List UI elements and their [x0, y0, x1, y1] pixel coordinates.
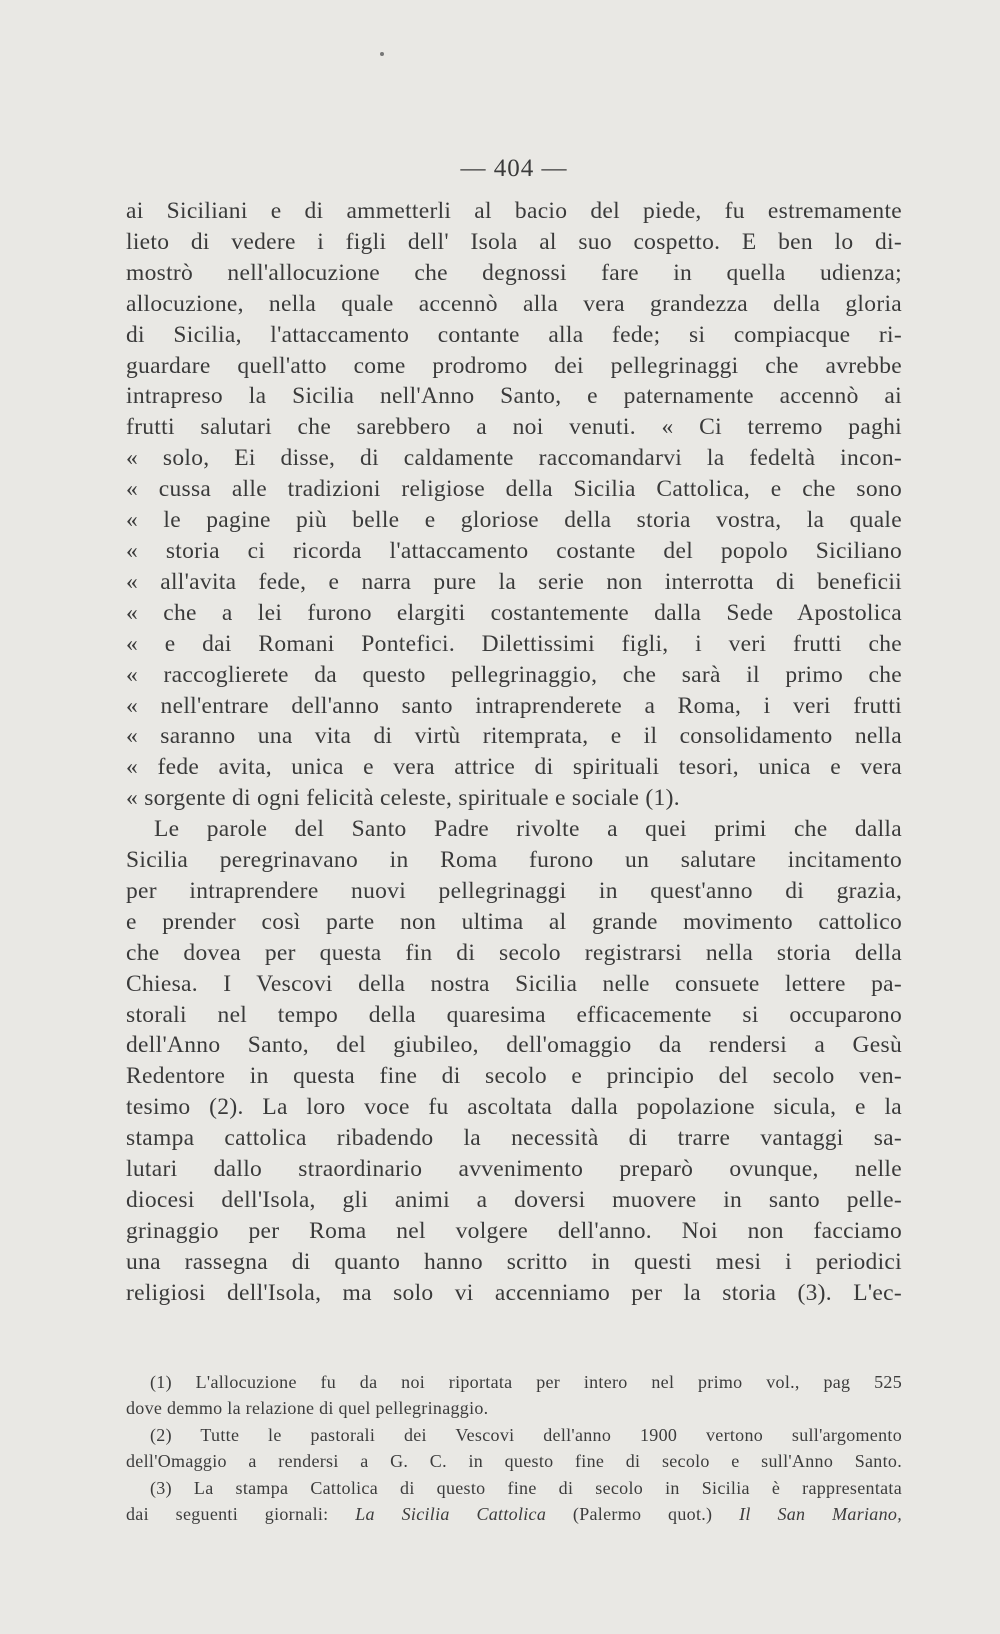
text-line: diocesi dell'Isola, gli animi a doversi muovere in santo pelle- [126, 1187, 902, 1213]
text-line: lutari dallo straordinario avvenimento preparò ovunque, nelle [126, 1156, 902, 1183]
ink-speck [380, 52, 384, 56]
text-line: « le pagine più belle e gloriose della storia vostra, la quale [126, 507, 902, 534]
footnote-1-line: dove demmo la relazione di quel pellegrinaggio. [126, 1397, 489, 1418]
text-line: che dovea per questa fin di secolo registrarsi nella storia della [126, 939, 902, 966]
footnote-2-line: dell'Omaggio a rendersi a G. C. in questo fine di secolo e sull'Anno Santo. [126, 1450, 902, 1471]
page-number: — 404 — [460, 155, 568, 182]
text-line: « storia ci ricorda l'attaccamento costante del popolo Siciliano [126, 537, 902, 564]
footnotes [126, 1370, 902, 1527]
text-line: lieto di vedere i figli dell' Isola al suo cospetto. E ben lo di- [126, 228, 902, 255]
text-line: « cussa alle tradizioni religiose della Sicilia Cattolica, e che sono [126, 476, 902, 503]
text-line: « fede avita, unica e vera attrice di spirituali tesori, unica e vera [126, 754, 902, 781]
text-line: « raccoglierete da questo pellegrinaggio, che sarà il primo che [126, 661, 902, 688]
body-text [126, 196, 902, 1309]
text-line: una rassegna di quanto hanno scritto in questi mesi i periodici [126, 1248, 902, 1275]
text-line: « sorgente di ogni felicità celeste, spirituale e sociale (1). [126, 785, 680, 812]
text-line: allocuzione, nella quale accennò alla vera grandezza della gloria [126, 290, 902, 317]
text-line: stampa cattolica ribadendo la necessità di trarre vantaggi sa- [126, 1125, 902, 1152]
text-line: Le parole del Santo Padre rivolte a quei primi che dalla [154, 816, 902, 843]
footnote-3-line-2 [126, 1502, 902, 1528]
text-line: storali nel tempo della quaresima efficacemente si occuparono [126, 1001, 902, 1028]
text-line: « saranno una vita di virtù ritemprata, e il consolidamento nella [126, 723, 902, 750]
text-line: « solo, Ei disse, di caldamente raccomandarvi la fedeltà incon- [126, 445, 902, 472]
text-line: Redentore in questa fine di secolo e principio del secolo ven- [126, 1063, 902, 1090]
newspaper-title: Il San Mariano, [739, 1503, 902, 1524]
text-line: frutti salutari che sarebbero a noi venuti. « Ci terremo paghi [126, 414, 902, 441]
text-line: religiosi dell'Isola, ma solo vi accenniamo per la storia (3). L'ec- [126, 1279, 902, 1306]
footnote-3-prefix: dai seguenti giornali: [126, 1503, 356, 1524]
footnote-1-line: (1) L'allocuzione fu da noi riportata per intero nel primo vol., pag 525 [150, 1372, 902, 1392]
text-line: tesimo (2). La loro voce fu ascoltata dalla popolazione sicula, e la [126, 1094, 902, 1121]
newspaper-title: La Sicilia Cattolica [355, 1503, 547, 1524]
footnote-3-line: (3) La stampa Cattolica di questo fine di secolo in Sicilia è rappresentata [150, 1478, 902, 1498]
text-line: « all'avita fede, e narra pure la serie non interrotta di beneficii [126, 568, 902, 595]
footnote-3-middle: (Palermo quot.) [546, 1503, 740, 1524]
footnote-2-line: (2) Tutte le pastorali dei Vescovi dell'anno 1900 vertono sull'argomento [150, 1425, 902, 1445]
text-line: e prender così parte non ultima al grande movimento cattolico [126, 908, 902, 935]
text-line: ai Siciliani e di ammetterli al bacio del piede, fu estremamente [126, 198, 902, 224]
text-line: guardare quell'atto come prodromo dei pellegrinaggi che avrebbe [126, 352, 902, 379]
text-line: Chiesa. I Vescovi della nostra Sicilia nelle consuete lettere pa- [126, 970, 902, 997]
text-line: di Sicilia, l'attaccamento contante alla fede; si compiacque ri- [126, 321, 902, 348]
text-line: per intraprendere nuovi pellegrinaggi in quest'anno di grazia, [126, 877, 902, 904]
text-line: « che a lei furono elargiti costantemente dalla Sede Apostolica [126, 599, 902, 626]
text-line: mostrò nell'allocuzione che degnossi fare in quella udienza; [126, 259, 902, 286]
text-line: « nell'entrare dell'anno santo intraprenderete a Roma, i veri frutti [126, 692, 902, 719]
text-line: « e dai Romani Pontefici. Dilettissimi figli, i veri frutti che [126, 630, 902, 657]
text-line: intrapreso la Sicilia nell'Anno Santo, e paternamente accennò ai [126, 383, 902, 410]
text-line: Sicilia peregrinavano in Roma furono un salutare incitamento [126, 847, 902, 874]
text-line: dell'Anno Santo, del giubileo, dell'omaggio da rendersi a Gesù [126, 1032, 902, 1059]
text-line: grinaggio per Roma nel volgere dell'anno. Noi non facciamo [126, 1217, 902, 1244]
